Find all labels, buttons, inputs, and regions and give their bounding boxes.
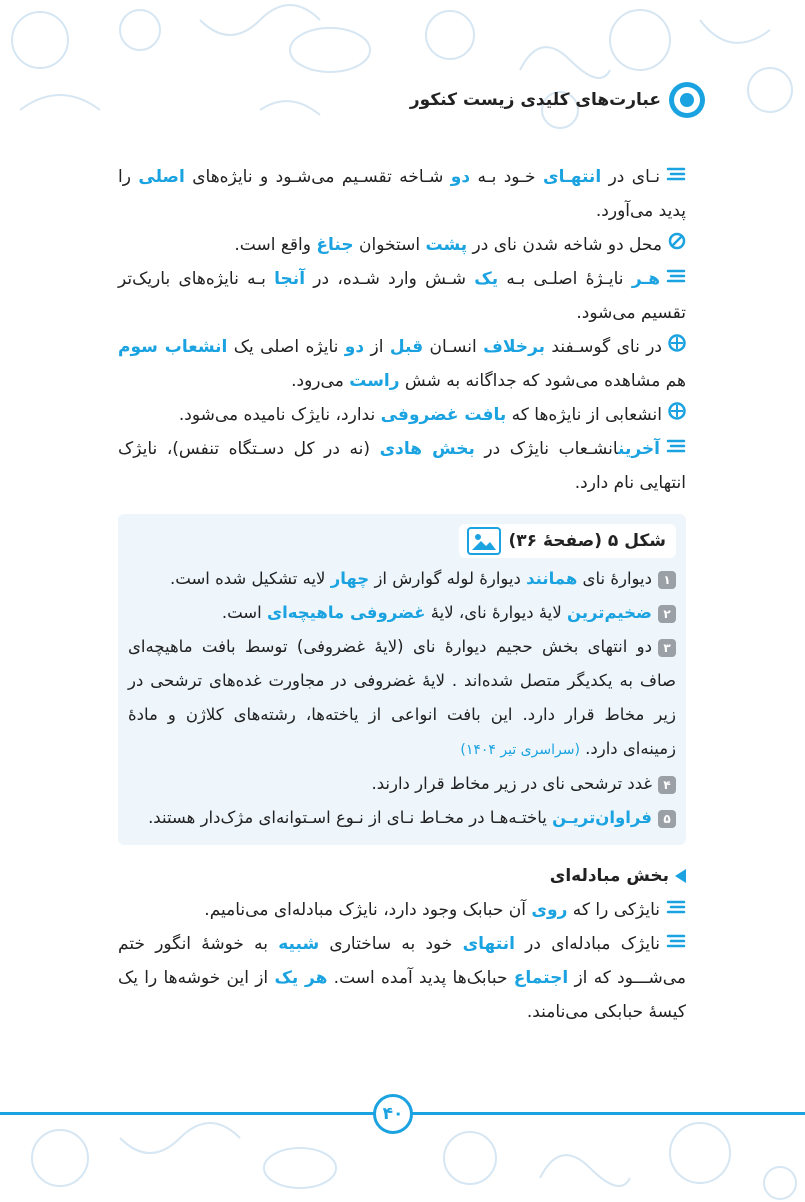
highlighted-term: راست [349,371,400,391]
highlighted-term: بافت غضروفی [380,405,507,425]
text-run: ندارد، نایژک نامیده می‌شود. [178,405,381,425]
highlighted-term: غضروفی ماهیچه‌ای [266,603,426,622]
chapter-header [410,82,705,118]
text-run: محل دو شاخه شدن نای در [467,235,662,255]
section-heading [118,859,686,893]
header-title: عبارت‌های کلیدی زیست کنکور [409,90,661,110]
image-icon [467,527,501,555]
highlighted-term: انتهای [462,934,515,954]
number-badge: ۲ [658,605,676,623]
highlighted-term: دو [344,337,365,357]
highlighted-term: یک [474,269,499,289]
text-run: غدد ترشحی نای در زیر مخاط قرار دارند. [371,774,652,793]
text-run: لایه تشکیل شده است. [170,569,331,588]
text-run: آن حبابک وجود دارد، نایژک مبادله‌ای می‌نامیم. [204,900,532,920]
text-run: شـش وارد شـده، در [305,269,475,289]
highlighted-term: شبیه [278,934,320,954]
key-statement [118,262,686,330]
highlighted-term: قبل [389,337,424,357]
text-run: در نای گوسـفند [545,337,662,357]
text-run: از [364,337,390,357]
text-run: حبابک‌ها پدید آمده است. [327,968,514,988]
figure-point [128,562,676,596]
highlighted-term: اجتماع [513,968,569,988]
bottom-paragraphs [118,893,686,1029]
figure-box [118,514,686,845]
text-run: واقع است. [234,235,317,255]
highlighted-term: روی [531,900,568,920]
section-heading-text: بخش مبادله‌ای [549,866,669,886]
text-run: خود به ساختاری [319,934,463,954]
text-run: نایژک مبادله‌ای در [514,934,660,954]
lines-icon [666,432,686,466]
text-run: دیوارهٔ لوله گوارش از [369,569,527,588]
highlighted-term: انشعاب سوم [118,337,228,357]
page-content [118,160,686,1029]
number-badge: ۱ [658,571,676,589]
text-run: یاختـه‌هـا در مخـاط نـای از نـوع اسـتوانه‌ای مژک‌دار هستند. [148,808,553,827]
decorative-doodles-top [0,0,805,150]
text-run: دیوارهٔ نای [577,569,652,588]
figure-point [128,801,676,835]
highlighted-term: بخش هادی [379,439,475,459]
puzzle-icon [668,398,686,432]
text-run: می‌رود. [291,371,350,391]
text-run: است. [221,603,267,622]
key-statement [118,228,686,262]
text-run: (نه در کل دسـتگاه تنفس)، نایژک انتهایی نام دارد. [118,439,686,493]
figure-box-title [459,524,676,558]
key-statement [118,160,686,228]
highlighted-term: هـر [631,269,660,289]
highlighted-term: دو [450,167,471,187]
text-run: نایژه اصلی یک [227,337,345,357]
highlighted-term: جناغ [316,235,354,255]
highlighted-term: آخرین [618,439,661,459]
lines-icon [666,927,686,961]
highlighted-term: ضخیم‌ترین [566,603,652,622]
highlighted-term: همانند [526,569,578,588]
number-badge: ۴ [658,776,676,794]
page-number: ۴۰ [373,1094,413,1134]
text-run: نایـژهٔ اصلـی بـه [498,269,632,289]
exam-source-note: (سراسری تیر ۱۴۰۴) [460,742,580,758]
text-run: را پدید می‌آورد. [118,167,686,221]
lines-icon [666,160,686,194]
figure-point [128,630,676,767]
key-statement [118,893,686,927]
text-run: انشعابی از نایژه‌ها که [506,405,662,425]
text-run: از این خوشه‌ها را یک کیسهٔ حبابکی می‌نامند. [118,968,686,1022]
figure-title-text: شکل ۵ (صفحهٔ ۳۶) [508,531,666,551]
text-run: خـود بـه [470,167,543,187]
triangle-bullet-icon [675,869,686,883]
highlighted-term: هر یک [274,968,328,988]
text-run: هم مشاهده می‌شود که جداگانه به شش [399,371,686,391]
number-badge: ۳ [658,639,676,657]
lines-icon [666,262,686,296]
brand-logo-icon [669,82,705,118]
text-run: بـه نایژه‌های باریک‌تر تقسیم می‌شود. [118,269,686,323]
text-run: انسـان [423,337,484,357]
number-badge: ۵ [658,810,676,828]
top-paragraphs [118,160,686,500]
figure-point [128,596,676,630]
highlighted-term: چهار [330,569,370,588]
key-statement [118,927,686,1029]
circle-icon [668,228,686,262]
figure-point [128,767,676,801]
highlighted-term: فراوان‌تریـن [552,808,652,827]
highlighted-term: انتهـای [543,167,602,187]
lines-icon [666,893,686,927]
highlighted-term: پشت [425,235,468,255]
text-run: استخوان [353,235,426,255]
text-run: لایهٔ دیوارهٔ نای، لایهٔ [425,603,567,622]
key-statement [118,330,686,398]
puzzle-icon [668,330,686,364]
highlighted-term: اصلی [138,167,185,187]
key-statement [118,432,686,500]
text-run: انشـعاب نایژک در [474,439,619,459]
text-run: نایژکی را که [567,900,660,920]
text-run: شـاخه تقسـیم می‌شـود و نایژه‌های [184,167,451,187]
text-run: نـای در [601,167,660,187]
highlighted-term: برخلاف [483,337,546,357]
figure-items [128,562,676,835]
text-run: به خوشهٔ انگور ختم می‌شـــود که از [118,934,686,988]
key-statement [118,398,686,432]
text-run: دو انتهای بخش حجیم دیوارهٔ نای (لایهٔ غضروفی) توسط بافت ماهیچه‌ای صاف به یکدیگر متصل شده‌اند . لایهٔ غضروفی در مجاورت غده‌های ترشحی در زیر مخاط قرار دارد. این بافت انواعی از یاخته‌ها، رشته‌های کلاژن و مادهٔ زمینه‌ای دارد. [128,637,676,758]
highlighted-term: آنجا [274,269,306,289]
